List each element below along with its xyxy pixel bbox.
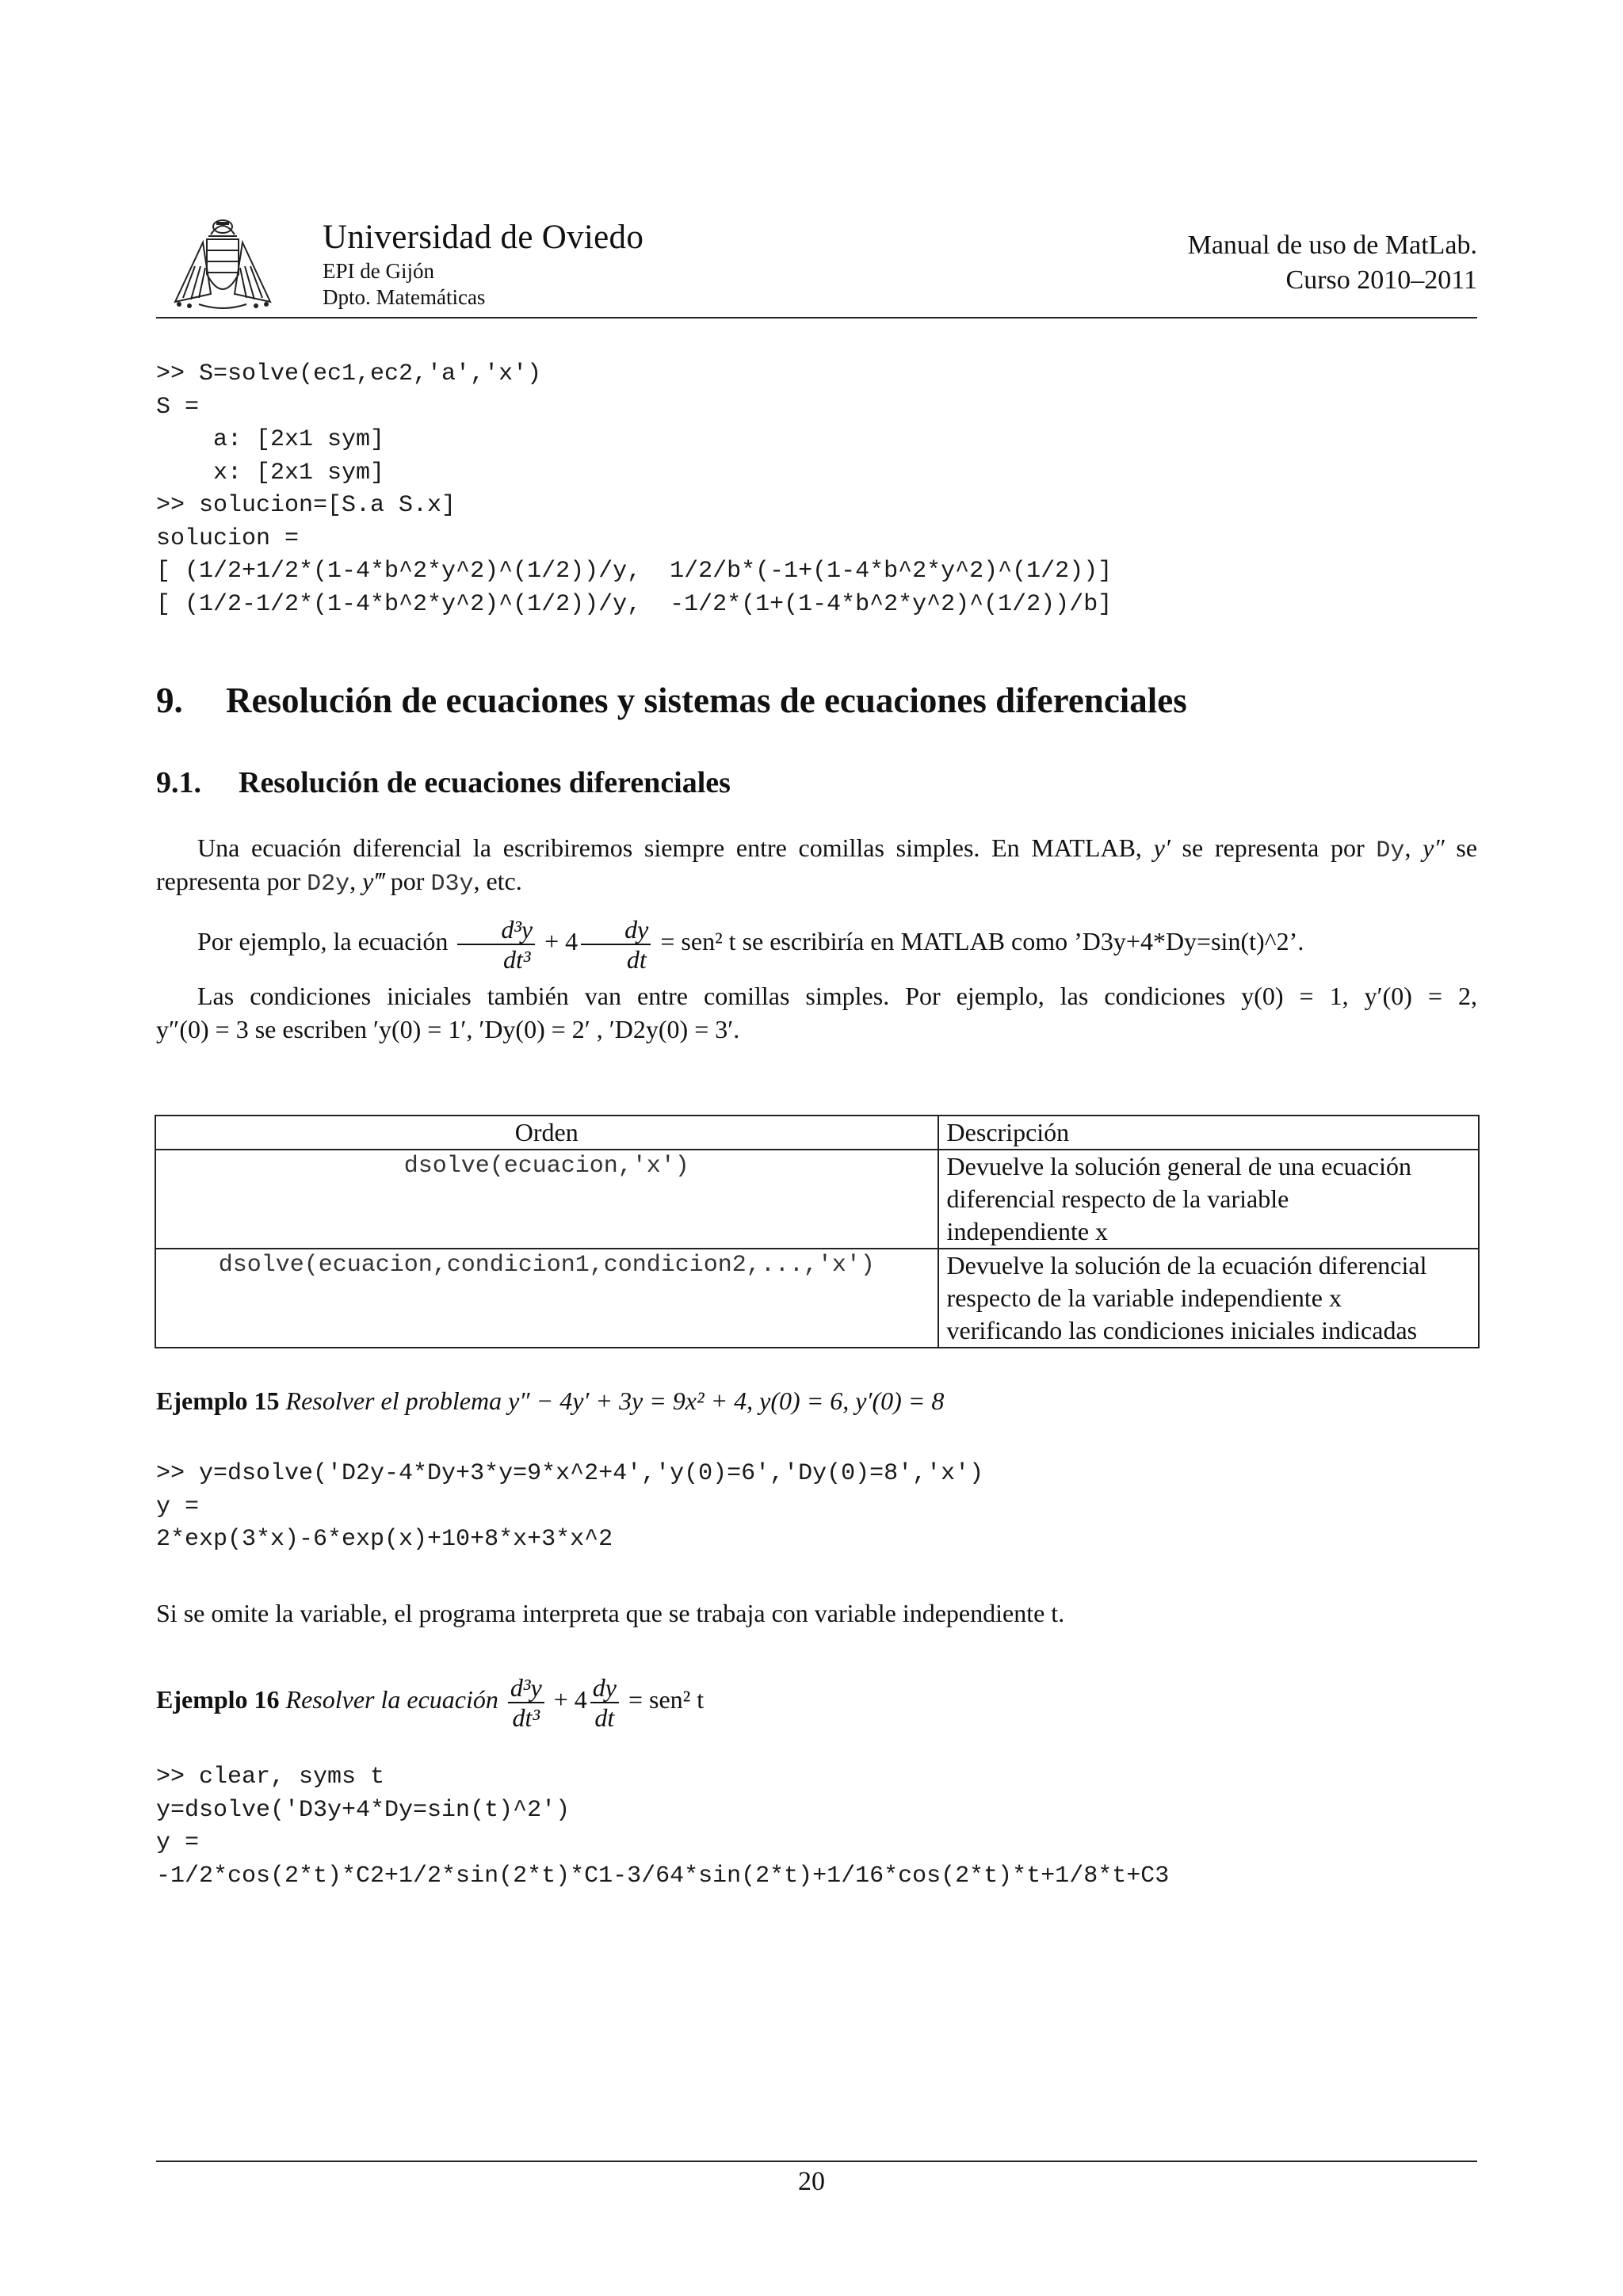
text-run: + 4 (538, 927, 579, 955)
code-line: y=dsolve('D3y+4*Dy=sin(t)^2') (156, 1796, 571, 1824)
table-cell-command: dsolve(ecuacion,'x') (155, 1150, 938, 1249)
fraction-denominator: dt (594, 1703, 615, 1732)
subsection-title: Resolución de ecuaciones diferenciales (239, 766, 731, 799)
text-run: , (349, 867, 363, 895)
description-line: verificando las condiciones iniciales indicadas (946, 1316, 1418, 1344)
page-header (156, 208, 1477, 318)
university-name: Universidad de Oviedo (323, 219, 644, 256)
text-run: se (1444, 833, 1478, 862)
code-line: solucion = (156, 524, 300, 552)
text-run: , (1404, 833, 1423, 862)
description-line: independiente x (946, 1217, 1109, 1245)
text-run: = sen² t (654, 927, 736, 955)
code-line: y = (156, 1493, 200, 1520)
math-y-double-prime: y″ (1423, 833, 1445, 862)
table-cell-description (938, 1150, 1479, 1249)
text-run: se representa por (1170, 833, 1377, 862)
department-name: Dpto. Matemáticas (323, 285, 486, 309)
section-heading (156, 680, 1187, 721)
description-line: Devuelve la solución general de una ecuación (946, 1152, 1411, 1180)
example-text: Resolver el problema y″ − 4y′ + 3y = 9x² + 4, y(0) = 6, y′(0) = 8 (285, 1386, 945, 1415)
table-cell-description (938, 1249, 1479, 1348)
math-y-prime: y′ (1153, 833, 1170, 862)
header-rule (156, 317, 1477, 318)
fraction-numerator: dy (581, 915, 651, 945)
example-16 (156, 1668, 704, 1732)
code-line: x: [2x1 sym] (156, 459, 385, 486)
fraction-denominator: dt³ (502, 944, 531, 974)
fraction-numerator: d³y (457, 915, 535, 945)
page-number: 20 (798, 2167, 825, 2196)
math-y-triple-prime: y‴ (362, 867, 384, 895)
fraction-numerator: dy (590, 1673, 619, 1703)
subsection-number: 9.1. (156, 766, 201, 799)
section-number: 9. (156, 681, 183, 720)
course-year: Curso 2010–2011 (1285, 265, 1477, 295)
code-line: [ (1/2+1/2*(1-4*b^2*y^2)^(1/2))/y, 1/2/b*(-1+(1-4*b^2*y^2)^(1/2))] (156, 558, 1113, 585)
fraction (508, 1673, 544, 1732)
code-line: 2*exp(3*x)-6*exp(x)+10+8*x+3*x^2 (156, 1526, 613, 1553)
footer-rule (156, 2161, 1477, 2162)
description-line: respecto de la variable independiente x (946, 1283, 1342, 1312)
code-line: a: [2x1 sym] (156, 426, 385, 453)
paragraph-initial-conditions: Las condiciones iniciales también van entre comillas simples. Por ejemplo, las condiciones y(0) = 1, y′(0) = 2, (197, 982, 1477, 1010)
code-block (156, 1761, 1169, 1893)
paragraph-intro-line2 (156, 864, 1477, 901)
text-run: Una ecuación diferencial la escribiremos siempre entre comillas simples. En MATLAB, (197, 833, 1154, 862)
text-run: por (384, 867, 431, 895)
table-header-row (155, 1116, 1479, 1150)
fraction-denominator: dt (626, 944, 647, 974)
example-label: Ejemplo 15 (156, 1386, 280, 1415)
text-run: + 4 (547, 1685, 587, 1714)
text-run: representa por (156, 867, 307, 895)
table-cell-command: dsolve(ecuacion,condicion1,condicion2,...,'x') (155, 1249, 938, 1348)
section-title: Resolución de ecuaciones y sistemas de ecuaciones diferenciales (226, 681, 1187, 720)
example-15 (156, 1386, 944, 1416)
text-run: se escribiría en MATLAB como ’D3y+4*Dy=sin(t)^2’. (735, 927, 1304, 955)
inline-code: Dy (1376, 837, 1405, 864)
fraction-numerator: d³y (508, 1673, 544, 1703)
description-line: diferencial respecto de la variable (946, 1184, 1289, 1213)
description-line: Devuelve la solución de la ecuación diferencial (946, 1251, 1427, 1280)
note-independent-variable: Si se omite la variable, el programa interpreta que se trabaja con variable independiente t. (156, 1599, 1065, 1627)
text-run: = sen² t (621, 1685, 705, 1714)
code-line: >> y=dsolve('D2y-4*Dy+3*y=9*x^2+4','y(0)=6','Dy(0)=8','x') (156, 1460, 984, 1487)
code-line: y = (156, 1829, 200, 1856)
text-run: Por ejemplo, la ecuación (197, 927, 455, 955)
text-run: , etc. (473, 867, 522, 895)
code-line: >> S=solve(ec1,ec2,'a','x') (156, 360, 542, 387)
code-line: -1/2*cos(2*t)*C2+1/2*sin(2*t)*C1-3/64*sin(2*t)+1/16*cos(2*t)*t+1/8*t+C3 (156, 1862, 1170, 1890)
fraction-denominator: dt³ (512, 1703, 540, 1732)
fraction (457, 915, 535, 974)
table-row (155, 1249, 1479, 1348)
code-line: S = (156, 393, 200, 421)
code-block (156, 1458, 983, 1557)
code-line: [ (1/2-1/2*(1-4*b^2*y^2)^(1/2))/y, -1/2*(1+(1-4*b^2*y^2)^(1/2))/b] (156, 590, 1113, 618)
school-name: EPI de Gijón (323, 259, 434, 283)
table-row (155, 1150, 1479, 1249)
example-text: Resolver la ecuación (285, 1685, 498, 1714)
dsolve-command-table (155, 1115, 1480, 1348)
subsection-heading (156, 765, 731, 800)
table-header: Orden (155, 1116, 938, 1150)
table-header: Descripción (938, 1116, 1479, 1150)
university-crest-icon (167, 211, 278, 314)
fraction (581, 915, 651, 974)
paragraph-initial-conditions-line2: y″(0) = 3 se escriben ′y(0) = 1′, ′Dy(0) = 2′ , ′D2y(0) = 3′. (156, 1015, 740, 1043)
code-line: >> solucion=[S.a S.x] (156, 492, 456, 519)
paragraph-example-equation (156, 910, 1477, 974)
code-line: >> clear, syms t (156, 1764, 385, 1791)
code-block (156, 358, 1112, 621)
paragraph-intro (156, 831, 1477, 868)
inline-code: D2y (307, 871, 350, 898)
inline-code: D3y (430, 871, 474, 898)
fraction (590, 1673, 619, 1732)
example-label: Ejemplo 16 (156, 1685, 280, 1714)
manual-title: Manual de uso de MatLab. (1187, 231, 1477, 260)
